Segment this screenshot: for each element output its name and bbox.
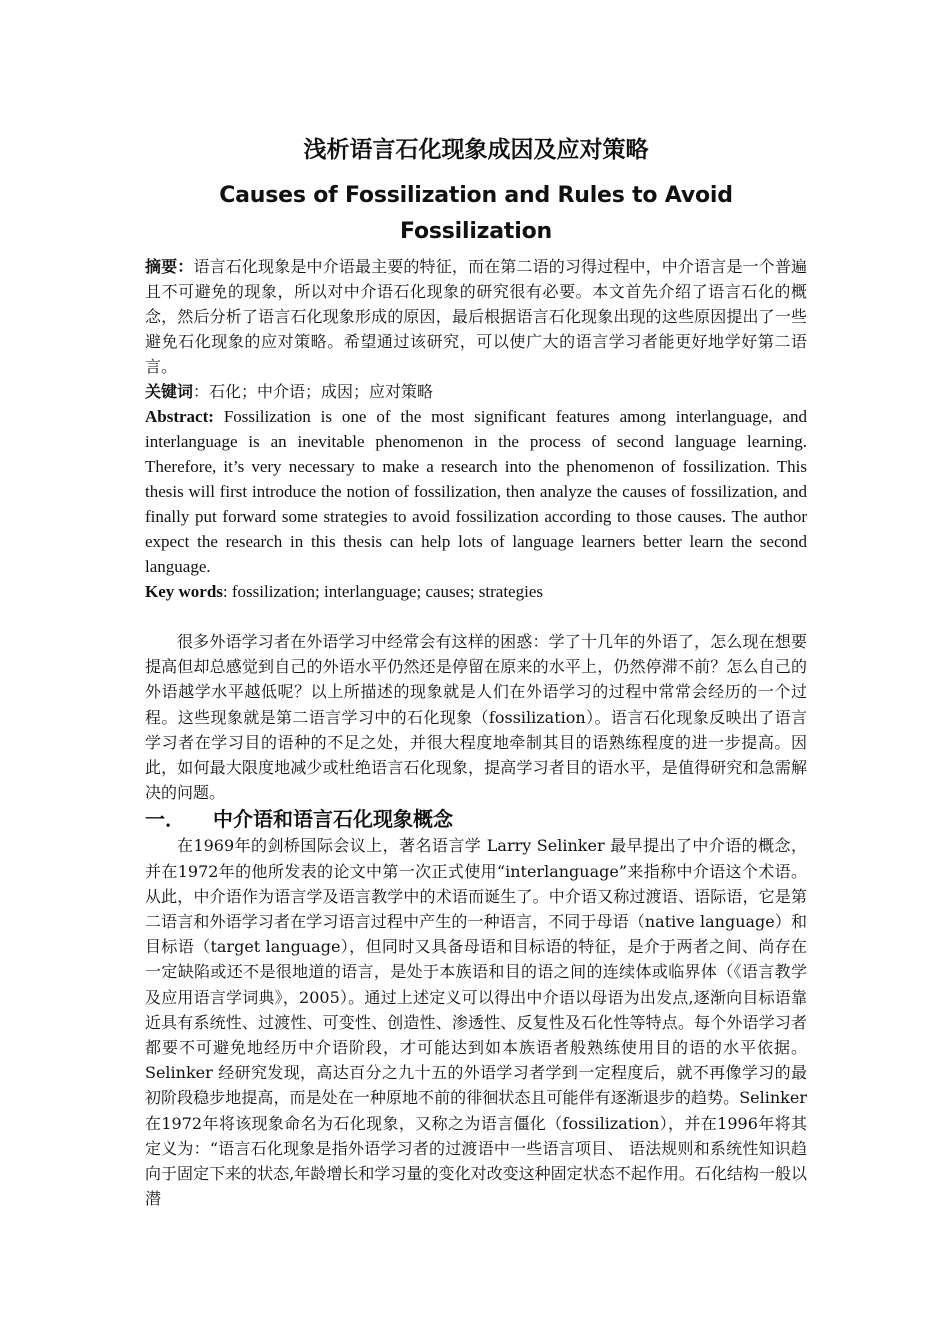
english-abstract-text: Fossilization is one of the most significant features among interlanguage, and interlanguage is an inevitable phenomenon in the process of second language learning. Therefore, it’s very necessary to make a research into the phenomenon of fossilization. This thesis will first introduce the notion of fossilization, then analyze the causes of fossilization, and finally put forward some strategies to avoid fossilization according to those causes. The author expect the research in this thesis can help lots of language learners better learn the second language. bbox=[145, 407, 807, 576]
chinese-keywords-label: 关键词 bbox=[145, 382, 194, 401]
english-keywords-text: : fossilization; interlanguage; causes; strategies bbox=[222, 582, 543, 601]
intro-paragraph: 很多外语学习者在外语学习中经常会有这样的困惑：学了十几年的外语了，怎么现在想要提高但却总感觉到自己的外语水平仍然还是停留在原来的水平上，仍然停滞不前？怎么自己的外语越学水平越低呢？以上所描述的现象就是人们在外语学习的过程中常常会经历的一个过程。这些现象就是第二语言学习中的石化现象（fossilization）。语言石化现象反映出了语言学习者在学习目的语种的不足之处，并很大程度地牵制其目的语熟练程度的进一步提高。因此，如何最大限度地减少或杜绝语言石化现象，提高学习者目的语水平，是值得研究和急需解决的问题。 bbox=[145, 632, 807, 803]
chinese-abstract-label: 摘要： bbox=[145, 257, 194, 276]
section-title: 中介语和语言石化现象概念 bbox=[213, 807, 453, 832]
english-keywords-label: Key words bbox=[145, 582, 223, 601]
english-abstract-label: Abstract: bbox=[145, 407, 214, 426]
section-paragraph: 在1969年的剑桥国际会议上，著名语言学 Larry Selinker 最早提出了中介语的概念，并在1972年的他所发表的论文中第一次正式使用“interlanguage”来指称中介语这个术语。从此，中介语作为语言学及语言教学中的术语而诞生了。中介语又称过渡语、语际语，它是第二语言和外语学习者在学习语言过程中产生的一种语言，不同于母语（native language）和目标语（target language），但同时又具备母语和目标语的特征，是介于两者之间、尚存在一定缺陷或还不是很地道的语言，是处于本族语和目的语之间的连续体或临界体（《语言教学及应用语言学词典》，2005）。通过上述定义可以得出中介语以母语为出发点,逐渐向目标语靠近具有系统性、过渡性、可变性、创造性、渗透性、反复性及石化性等特点。每个外语学习者都要不可避免地经历中介语阶段，才可能达到如本族语者般熟练使用目的语的水平依据。Selinker 经研究发现，高达百分之九十五的外语学习者学到一定程度后，就不再像学习的最初阶段稳步地提高，而是处在一种原地不前的徘徊状态且可能伴有逐渐退步的趋势。Selinker 在1972年将该现象命名为石化现象，又称之为语言僵化（fossilization），并在1996年将其定义为：“语言石化现象是指外语学习者的过渡语中一些语言项目、 语法规则和系统性知识趋向于固定下来的状态,年龄增长和学习量的变化对改变这种固定状态不起作用。石化结构一般以潜 bbox=[145, 836, 807, 1209]
chinese-title: 浅析语言石化现象成因及应对策略 bbox=[303, 136, 649, 163]
document-content bbox=[145, 132, 807, 1211]
english-abstract bbox=[145, 404, 807, 579]
chinese-abstract bbox=[145, 254, 807, 379]
spacer bbox=[145, 604, 807, 629]
chinese-abstract-text: 语言石化现象是中介语最主要的特征，而在第二语的习得过程中，中介语言是一个普遍且不可避免的现象，所以对中介语石化现象的研究很有必要。本文首先介绍了语言石化的概念，然后分析了语言石化现象形成的原因，最后根据语言石化现象出现的这些原因提出了一些避免石化现象的应对策略。希望通过该研究，可以使广大的语言学习者能更好地学好第二语言。 bbox=[145, 257, 807, 376]
section-heading bbox=[145, 805, 807, 833]
section-number: 一． bbox=[145, 807, 185, 832]
english-title: Causes of Fossilization and Rules to Avoid Fossilization bbox=[219, 183, 733, 244]
chinese-keywords bbox=[145, 379, 807, 404]
chinese-keywords-text: ：石化；中介语；成因；应对策略 bbox=[193, 382, 434, 401]
english-keywords bbox=[145, 579, 807, 604]
